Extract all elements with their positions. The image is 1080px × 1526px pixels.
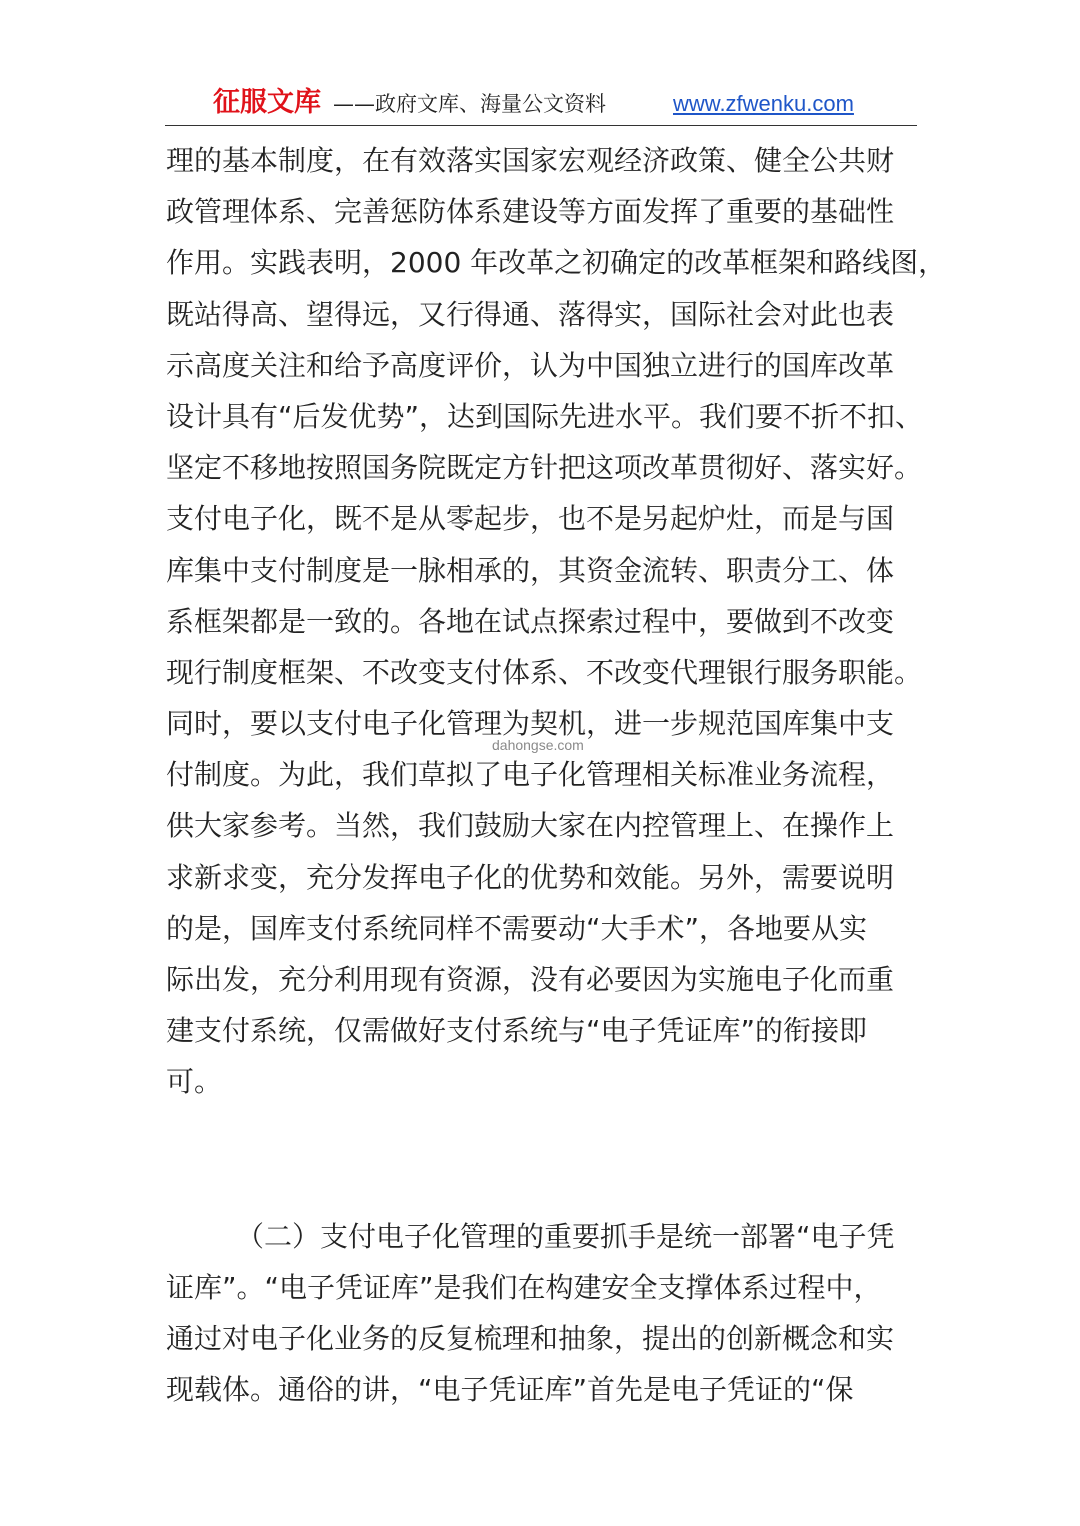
paragraph-line: 证库”。“电子凭证库”是我们在构建安全支撑体系过程中， bbox=[166, 1270, 882, 1304]
header-tagline: ——政府文库、海量公文资料 bbox=[333, 92, 606, 116]
paragraph-line: 坚定不移地按照国务院既定方针把这项改革贯彻好、落实好。 bbox=[166, 451, 923, 485]
paragraph-line: 的是，国库支付系统同样不需要动“大手术”，各地要从实 bbox=[166, 911, 868, 945]
paragraph-line: 际出发，充分利用现有资源，没有必要因为实施电子化而重 bbox=[166, 963, 895, 996]
paragraph-line: 现行制度框架、不改变支付体系、不改变代理银行服务职能。 bbox=[166, 655, 923, 689]
paragraph-line: 可。 bbox=[166, 1065, 223, 1099]
paragraph-line: 付制度。为此，我们草拟了电子化管理相关标准业务流程， bbox=[166, 758, 895, 792]
site-url-link[interactable]: www.zfwenku.com bbox=[673, 91, 854, 116]
paragraph-gap bbox=[166, 1108, 918, 1211]
paragraph-line: 同时，要以支付电子化管理为契机，进一步规范国库集中支 bbox=[166, 707, 895, 741]
paragraph-line: 建支付系统，仅需做好支付系统与“电子凭证库”的衔接即 bbox=[166, 1014, 868, 1048]
paragraph-line: 求新求变，充分发挥电子化的优势和效能。另外，需要说明 bbox=[166, 860, 895, 894]
paragraph-line: 政管理体系、完善惩防体系建设等方面发挥了重要的基础性 bbox=[166, 195, 895, 229]
paragraph-line: 库集中支付制度是一脉相承的，其资金流转、职责分工、体 bbox=[166, 553, 895, 587]
paragraph-line: 设计具有“后发优势”，达到国际先进水平。我们要不折不扣、 bbox=[166, 399, 924, 433]
paragraph-line: 供大家参考。当然，我们鼓励大家在内控管理上、在操作上 bbox=[166, 809, 895, 843]
paragraph-line: 支付电子化，既不是从零起步，也不是另起炉灶，而是与国 bbox=[166, 502, 895, 536]
paragraph-line: 系框架都是一致的。各地在试点探索过程中，要做到不改变 bbox=[166, 604, 895, 638]
section-heading-line: （二）支付电子化管理的重要抓手是统一部署“电子凭 bbox=[236, 1219, 895, 1253]
watermark-text: dahongse.com bbox=[492, 737, 584, 753]
header-divider bbox=[165, 125, 917, 126]
paragraph-line: 理的基本制度，在有效落实国家宏观经济政策、健全公共财 bbox=[166, 144, 895, 177]
paragraph-line: 现载体。通俗的讲，“电子凭证库”首先是电子凭证的“保 bbox=[166, 1373, 854, 1407]
document-body bbox=[166, 135, 947, 1415]
paragraph-line: 通过对电子化业务的反复梳理和抽象，提出的创新概念和实 bbox=[166, 1321, 895, 1355]
paragraph-line: 示高度关注和给予高度评价，认为中国独立进行的国库改革 bbox=[166, 348, 895, 382]
paragraph-line: 既站得高、望得远，又行得通、落得实，国际社会对此也表 bbox=[166, 297, 895, 331]
page-header bbox=[165, 84, 917, 124]
paragraph-line: 作用。实践表明，2000 年改革之初确定的改革框架和路线图， bbox=[166, 246, 947, 280]
brand-logo-text: 征服文库 bbox=[213, 87, 321, 118]
